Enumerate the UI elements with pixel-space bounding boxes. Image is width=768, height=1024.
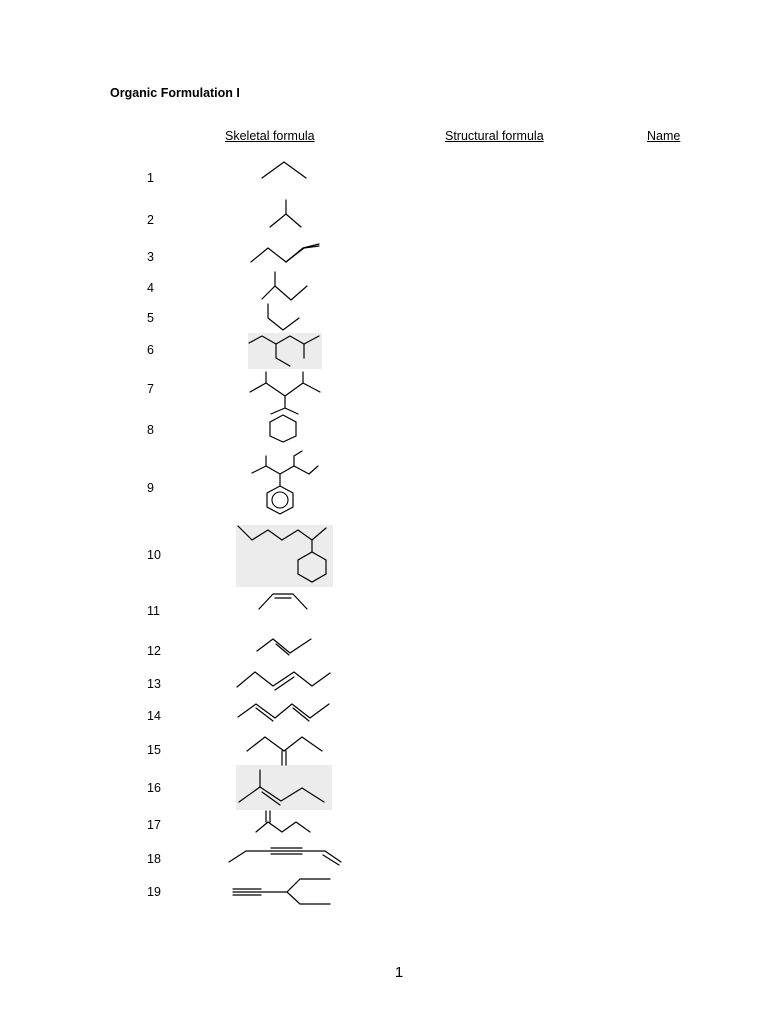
row-number: 4	[147, 281, 154, 295]
pentane-skeletal-icon	[251, 244, 319, 262]
row-number: 1	[147, 171, 154, 185]
row-number: 18	[147, 852, 161, 866]
row-number: 5	[147, 311, 154, 325]
row-number: 19	[147, 885, 161, 899]
row-number: 13	[147, 677, 161, 691]
methylene-pentane-skeletal-icon	[247, 737, 322, 765]
row-number: 12	[147, 644, 161, 658]
methyl-pentene-skeletal-icon	[256, 811, 310, 832]
hexadiene-skeletal-icon	[238, 704, 329, 721]
butane-skeletal-icon	[268, 304, 299, 330]
document-title: Organic Formulation I	[110, 86, 240, 100]
row-number: 8	[147, 423, 154, 437]
row-number: 6	[147, 343, 154, 357]
row-number: 10	[147, 548, 161, 562]
row-number: 7	[147, 382, 154, 396]
phenyl-branched-alkane-skeletal-icon	[252, 451, 318, 514]
row-number: 17	[147, 818, 161, 832]
alkyne-skeletal-icon	[233, 879, 330, 904]
cyclohexane-skeletal-icon	[270, 415, 296, 442]
enyne-skeletal-icon	[229, 848, 341, 865]
row-number: 15	[147, 743, 161, 757]
row-number: 2	[147, 213, 154, 227]
cis-butene-skeletal-icon	[259, 594, 307, 609]
row-number: 11	[147, 604, 160, 618]
row-number: 14	[147, 709, 161, 723]
column-header-structural: Structural formula	[445, 129, 544, 143]
row-number: 9	[147, 481, 154, 495]
column-header-name: Name	[647, 129, 681, 143]
propane-skeletal-icon	[262, 162, 306, 178]
branched-alkane-skeletal-icon	[250, 372, 320, 414]
trans-butene-skeletal-icon	[257, 639, 311, 655]
row-number: 16	[147, 781, 161, 795]
methylbutane-skeletal-icon	[262, 272, 307, 300]
isobutane-skeletal-icon	[270, 200, 301, 227]
hexene-skeletal-icon	[237, 672, 330, 690]
row-number: 3	[147, 250, 154, 264]
page-number: 1	[394, 964, 404, 981]
column-header-skeletal: Skeletal formula	[225, 129, 315, 143]
